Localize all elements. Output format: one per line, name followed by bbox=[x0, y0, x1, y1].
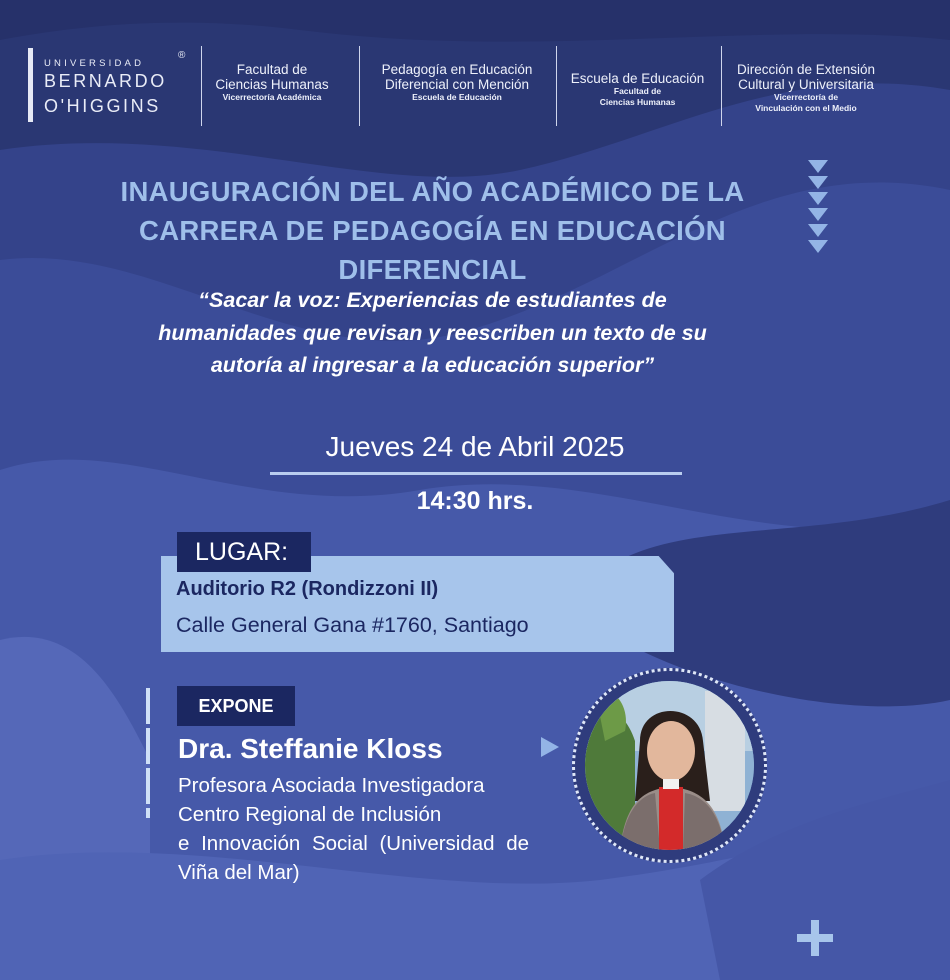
logo-registered: ® bbox=[178, 50, 186, 61]
event-subtitle-line: autoría al ingresar a la educación superior” bbox=[210, 353, 655, 377]
unit-title: Diferencial con Mención bbox=[384, 77, 530, 92]
speaker-info bbox=[178, 771, 578, 887]
location-label: LUGAR: bbox=[177, 532, 311, 572]
unit-subtitle: Escuela de Educación bbox=[412, 92, 502, 102]
speaker-name: Dra. Steffanie Kloss bbox=[178, 733, 443, 764]
speaker-divider bbox=[146, 688, 150, 818]
header-unit-extension bbox=[726, 62, 886, 114]
unit-subtitle: Vicerrectoría de bbox=[773, 92, 839, 102]
down-chevrons-icon bbox=[808, 160, 828, 256]
unit-subtitle: Facultad de bbox=[613, 86, 662, 96]
speaker-info-line: e Innovación Social (Universidad de bbox=[178, 832, 530, 855]
speaker-photo bbox=[585, 681, 754, 850]
event-date: Jueves 24 de Abril 2025 bbox=[325, 431, 625, 462]
logo-line-2: BERNARDO bbox=[44, 71, 167, 91]
logo-line-1: UNIVERSIDAD bbox=[44, 58, 145, 69]
logo-bar bbox=[28, 48, 33, 122]
speaker-info-line: Centro Regional de Inclusión bbox=[178, 803, 442, 826]
location-address: Calle General Gana #1760, Santiago bbox=[176, 613, 529, 637]
unit-title: Ciencias Humanas bbox=[215, 77, 329, 92]
unit-subtitle: Vinculación con el Medio bbox=[755, 103, 857, 113]
logo-line-3: O'HIGGINS bbox=[44, 96, 161, 116]
event-subtitle-line: humanidades que revisan y reescriben un texto de su bbox=[158, 320, 707, 345]
plus-icon bbox=[797, 920, 833, 956]
header-separator bbox=[556, 46, 557, 126]
header-separator bbox=[721, 46, 722, 126]
event-title bbox=[60, 172, 805, 289]
event-subtitle-line: “Sacar la voz: Experiencias de estudiantes de bbox=[198, 288, 667, 312]
university-logo bbox=[28, 48, 198, 126]
event-title-line: DIFERENCIAL bbox=[338, 254, 527, 285]
unit-title: Escuela de Educación bbox=[570, 71, 705, 86]
location-name: Auditorio R2 (Rondizzoni II) bbox=[176, 578, 439, 600]
unit-title: Dirección de Extensión bbox=[736, 62, 876, 77]
unit-title: Facultad de bbox=[236, 62, 308, 77]
speaker-info-line: Viña del Mar) bbox=[178, 861, 300, 884]
header-unit-school bbox=[560, 71, 715, 108]
date-underline bbox=[270, 472, 682, 475]
event-subtitle bbox=[40, 284, 825, 382]
header-unit-pedagogy bbox=[362, 62, 552, 103]
event-title-line: CARRERA DE PEDAGOGÍA EN EDUCACIÓN bbox=[139, 215, 726, 246]
header-unit-humanities bbox=[207, 62, 337, 103]
unit-subtitle: Ciencias Humanas bbox=[599, 97, 676, 107]
header-separator bbox=[201, 46, 202, 126]
event-title-line: INAUGURACIÓN DEL AÑO ACADÉMICO DE LA bbox=[120, 176, 745, 207]
unit-title: Cultural y Universitaria bbox=[738, 77, 874, 92]
unit-title: Pedagogía en Educación bbox=[381, 62, 533, 77]
speaker-info-line: Profesora Asociada Investigadora bbox=[178, 774, 485, 797]
unit-subtitle: Vicerrectoría Académica bbox=[222, 92, 322, 102]
event-time: 14:30 hrs. bbox=[416, 487, 534, 515]
speaker-label: EXPONE bbox=[177, 686, 295, 726]
right-arrow-icon bbox=[541, 737, 559, 757]
header-separator bbox=[359, 46, 360, 126]
